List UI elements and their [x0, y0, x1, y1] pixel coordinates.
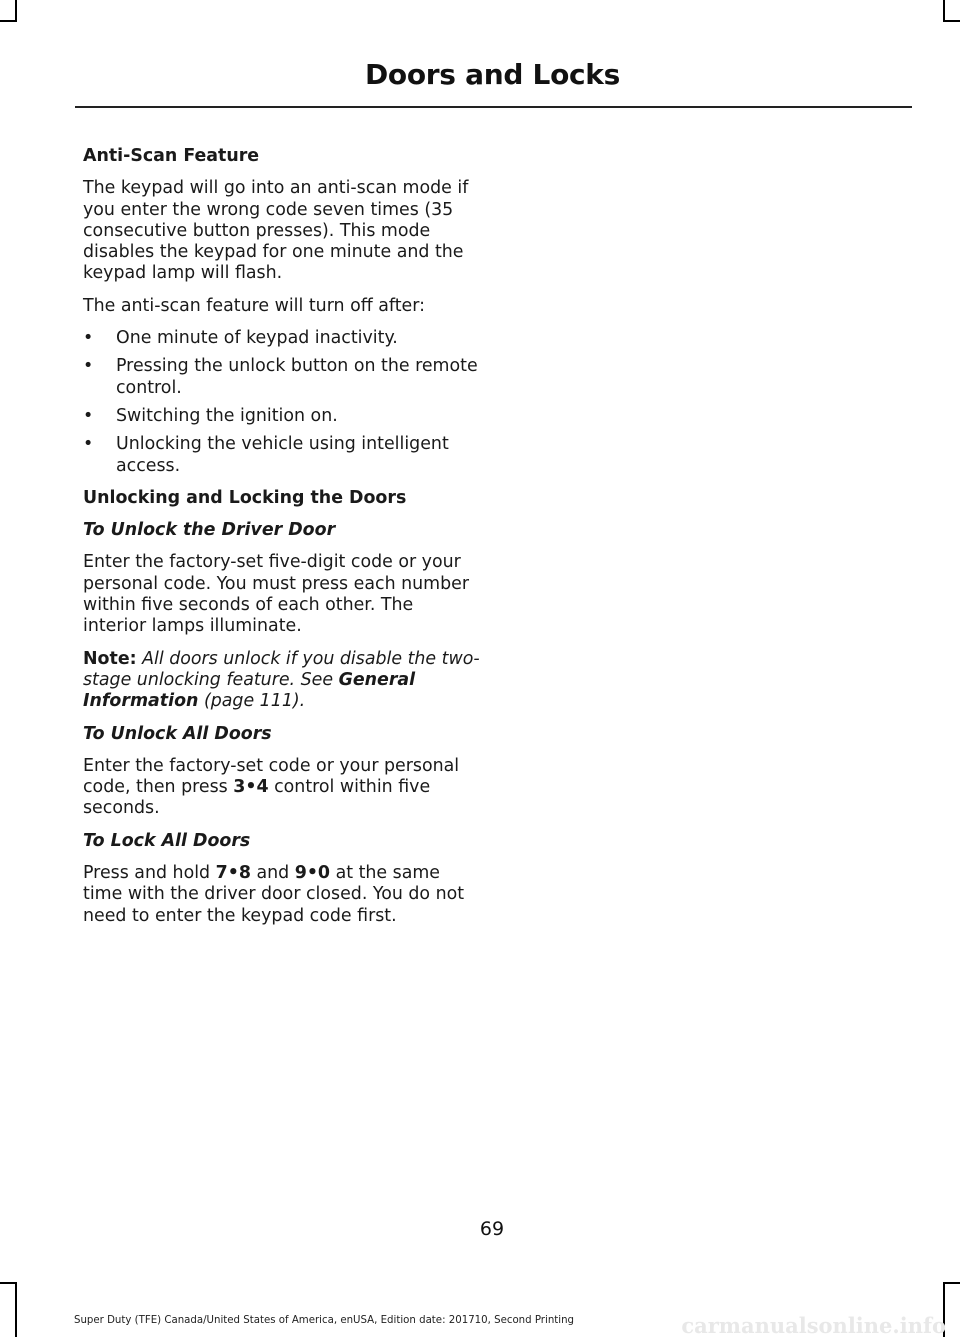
- note: [83, 649, 481, 713]
- section-heading-anti-scan: Anti-Scan Feature: [83, 146, 260, 166]
- text-run: Press and hold: [83, 863, 211, 884]
- text-run: and: [256, 863, 290, 884]
- crop-mark: [943, 1282, 960, 1284]
- page-reference: (page 111).: [203, 691, 306, 712]
- watermark: carmanualsonline.info: [681, 1313, 946, 1338]
- keypad-button-label: 3•4: [233, 777, 269, 798]
- bullet-list: [83, 328, 481, 477]
- note-text: All doors unlock if you disable the two-stage unlocking feature. See: [83, 648, 480, 690]
- main-content: [83, 146, 481, 938]
- note-label: Note:: [83, 648, 137, 669]
- list-item: [83, 356, 481, 399]
- crop-mark: [15, 0, 17, 22]
- list-item-text: Unlocking the vehicle using intelligent access.: [116, 434, 449, 476]
- crop-mark: [15, 1282, 17, 1337]
- list-item-text: Pressing the unlock button on the remote control.: [116, 356, 478, 398]
- paragraph: The keypad will go into an anti-scan mode if you enter the wrong code seven times (35 consecutive button presses). This mode disables the keypad for one minute and the keypad lamp will flash.: [83, 178, 469, 284]
- text-run: at the same time with the driver door closed. You do not need to enter the keypad code first.: [83, 863, 465, 926]
- list-item-text: Switching the ignition on.: [116, 405, 338, 426]
- subheading-lock-all-doors: To Lock All Doors: [83, 830, 251, 851]
- keypad-button-label: 9•0: [294, 863, 331, 884]
- cross-reference-link[interactable]: General Information: [83, 669, 416, 712]
- header-rule: [75, 106, 912, 108]
- bullet-icon: •: [83, 328, 94, 349]
- crop-mark: [943, 20, 960, 22]
- keypad-button-label: 7•8: [215, 863, 251, 884]
- text-run: Enter the factory-set code or your personal code, then press: [83, 755, 460, 798]
- paragraph: The anti-scan feature will turn off after:: [83, 295, 425, 316]
- bullet-icon: •: [83, 405, 94, 426]
- list-item: [83, 328, 481, 349]
- paragraph: [83, 756, 481, 820]
- list-item: [83, 434, 481, 477]
- crop-mark: [0, 20, 17, 22]
- text-run: control within five seconds.: [83, 777, 431, 819]
- page-number: 69: [479, 1218, 505, 1240]
- edition-footer: Super Duty (TFE) Canada/United States of America, enUSA, Edition date: 201710, Second Printing: [74, 1315, 575, 1326]
- paragraph: Enter the factory-set five-digit code or your personal code. You must press each number within five seconds of each other. The interior lamps illuminate.: [83, 552, 469, 637]
- list-item-text: One minute of keypad inactivity.: [116, 328, 398, 349]
- subheading-unlock-all-doors: To Unlock All Doors: [83, 723, 272, 744]
- section-heading-unlocking-locking: Unlocking and Locking the Doors: [83, 487, 407, 508]
- bullet-icon: •: [83, 356, 94, 377]
- crop-mark: [0, 1282, 17, 1284]
- bullet-icon: •: [83, 434, 94, 455]
- paragraph: [83, 863, 481, 927]
- subheading-unlock-driver-door: To Unlock the Driver Door: [83, 520, 336, 541]
- list-item: [83, 406, 481, 427]
- page-title: Doors and Locks: [364, 58, 620, 91]
- crop-mark: [943, 0, 945, 22]
